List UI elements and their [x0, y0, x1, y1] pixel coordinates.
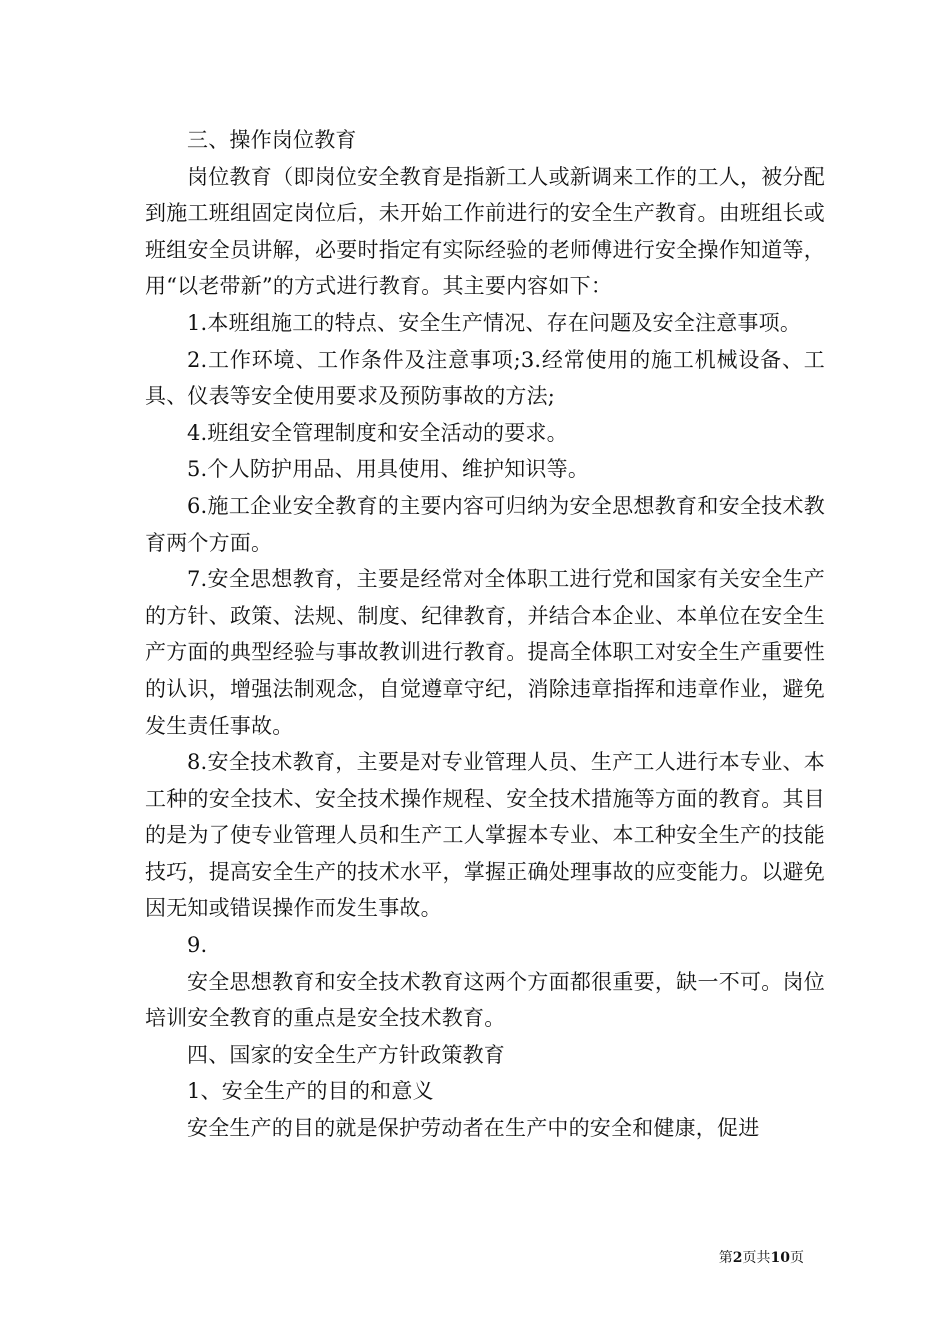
list-item-7: 7.安全思想教育，主要是经常对全体职工进行党和国家有关安全生产的方针、政策、法规、制度、纪律教育，并结合本企业、本单位在安全生产方面的典型经验与事故教训进行教育。提高全体职工对安全生产重要性的认识，增强法制观念，自觉遵章守纪，消除违章指挥和违章作业，避免发生责任事故。: [145, 567, 825, 738]
document-body: [145, 122, 825, 1147]
list-item-5: 5.个人防护用品、用具使用、维护知识等。: [187, 457, 590, 482]
footer-total-pages: 10: [770, 1250, 790, 1266]
footer-suffix: 页: [790, 1250, 804, 1266]
list-item-6: 6.施工企业安全教育的主要内容可归纳为安全思想教育和安全技术教育两个方面。: [145, 493, 825, 555]
footer-middle: 页共: [742, 1250, 771, 1266]
list-item-2-3: 2.工作环境、工作条件及注意事项;3.经常使用的施工机械设备、工具、仪表等安全使用要求及预防事故的方法;: [145, 347, 825, 409]
list-item-8: 8.安全技术教育，主要是对专业管理人员、生产工人进行本专业、本工种的安全技术、安全技术操作规程、安全技术措施等方面的教育。其目的是为了使专业管理人员和生产工人掌握本专业、本工种安全生产的技能技巧，提高安全生产的技术水平，掌握正确处理事故的应变能力。以避免因无知或错误操作而发生事故。: [145, 750, 825, 921]
footer-prefix: 第: [718, 1250, 733, 1266]
subsection-heading-purpose: 1、安全生产的目的和意义: [187, 1079, 434, 1104]
paragraph-two-aspects: 安全思想教育和安全技术教育这两个方面都很重要，缺一不可。岗位培训安全教育的重点是安全技术教育。: [145, 969, 825, 1031]
footer-page-number: 2: [732, 1250, 743, 1266]
section-heading-national-policy: 四、国家的安全生产方针政策教育: [187, 1042, 505, 1067]
paragraph-post-education-intro: 岗位教育（即岗位安全教育是指新工人或新调来工作的工人，被分配到施工班组固定岗位后，未开始工作前进行的安全生产教育。由班组长或班组安全员讲解，必要时指定有实际经验的老师傅进行安全操作知道等，用“以老带新”的方式进行教育。其主要内容如下：: [145, 164, 825, 299]
page-footer: [719, 1249, 804, 1267]
paragraph-purpose: 安全生产的目的就是保护劳动者在生产中的安全和健康，促进: [187, 1116, 760, 1141]
list-item-1: 1.本班组施工的特点、安全生产情况、存在问题及安全注意事项。: [187, 310, 802, 335]
section-heading-operation-post-education: 三、操作岗位教育: [187, 128, 357, 152]
list-item-4: 4.班组安全管理制度和安全活动的要求。: [187, 420, 568, 445]
list-item-9: 9.: [187, 933, 208, 958]
